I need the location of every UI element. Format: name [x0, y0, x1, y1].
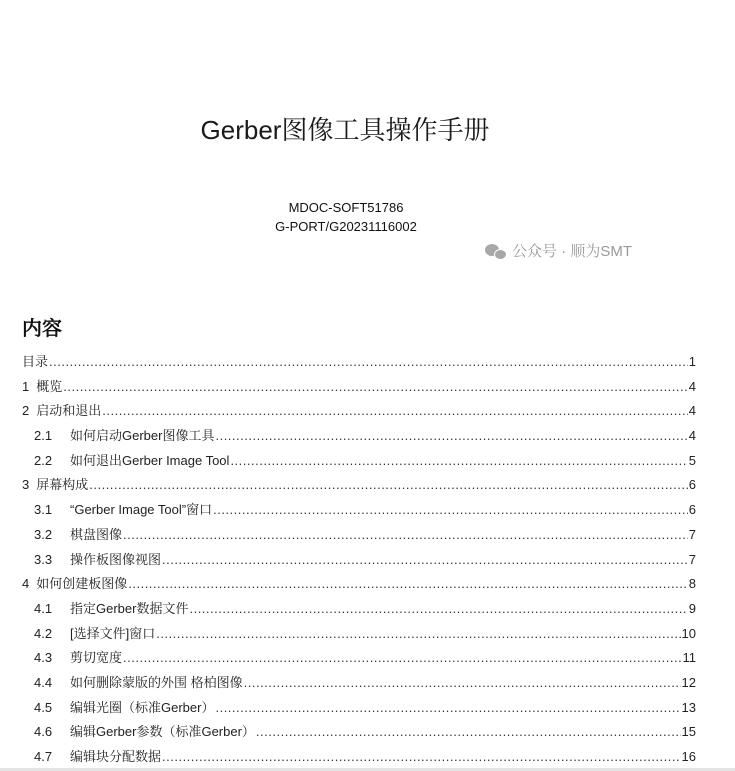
toc-entry-number: 4.5 [34, 699, 53, 715]
toc-entry[interactable] [22, 450, 696, 475]
toc-entry[interactable] [22, 425, 696, 450]
toc-entry-label: 编辑Gerber参数（标准Gerber） [70, 724, 255, 740]
toc-entry-page: 13 [681, 699, 696, 715]
toc-entry[interactable] [22, 623, 696, 648]
toc-entry-number: 1 [22, 378, 30, 394]
toc-entry-number: 4.6 [34, 724, 53, 740]
toc-entry-number: 4.3 [34, 650, 53, 666]
toc-entry-label: 概览 [36, 378, 63, 394]
toc-entry-page: 4 [688, 378, 696, 394]
toc-entry[interactable] [22, 400, 696, 425]
toc-dot-leader [230, 453, 687, 468]
toc-entry[interactable] [22, 499, 696, 524]
toc-entry[interactable] [22, 697, 696, 722]
toc-dot-leader [128, 576, 688, 591]
toc-entry-page: 6 [688, 502, 696, 518]
wechat-icon [485, 243, 507, 259]
toc-dot-leader [256, 724, 681, 739]
toc-entry[interactable] [22, 598, 696, 623]
toc-entry-label: 如何创建板图像 [36, 576, 128, 592]
toc-entry-label: 编辑光圈（标准Gerber） [70, 699, 215, 715]
toc-entry-number: 4.7 [34, 749, 53, 764]
toc-entry-page: 7 [688, 551, 696, 567]
toc-dot-leader [123, 650, 681, 665]
toc-entry[interactable] [22, 672, 696, 697]
toc-entry-page: 7 [688, 526, 696, 542]
toc-entry-number: 3.3 [34, 551, 53, 567]
toc-heading: 内容 [22, 318, 62, 340]
toc-entry-label: 如何启动Gerber图像工具 [70, 428, 215, 444]
toc-entry[interactable] [22, 474, 696, 499]
toc-entry-label: 棋盘图像 [70, 526, 123, 542]
toc-entry-label: 编辑块分配数据 [70, 749, 162, 764]
toc-dot-leader [123, 527, 688, 542]
toc-dot-leader [213, 502, 688, 517]
toc-entry-page: 16 [681, 749, 696, 764]
toc-dot-leader [215, 700, 680, 715]
toc-dot-leader [215, 428, 687, 443]
toc-entry-label: 操作板图像视图 [70, 551, 162, 567]
toc-entry-label: [选择文件]窗口 [70, 625, 156, 641]
toc-entry-page: 8 [688, 576, 696, 592]
toc-dot-leader [162, 749, 681, 764]
toc-entry-number: 4.4 [34, 674, 53, 690]
toc-entry-number: 2.1 [34, 428, 53, 444]
toc-entry-page: 6 [688, 477, 696, 493]
toc-entry-number: 4.2 [34, 625, 53, 641]
toc-entry-label: 启动和退出 [36, 403, 102, 419]
toc-entry-page: 1 [688, 354, 696, 369]
document-title: Gerber图像工具操作手册 [200, 115, 490, 145]
watermark [485, 240, 632, 261]
toc-entry-page: 10 [681, 625, 696, 641]
toc-entry-label: 目录 [22, 354, 49, 369]
toc-entry-label: “Gerber Image Tool”窗口 [70, 502, 213, 518]
toc-entry-number: 2 [22, 403, 30, 419]
watermark-text: 公众号 · 顺为SMT [512, 243, 632, 260]
toc-dot-leader [49, 354, 688, 369]
toc-entry-label: 如何删除蒙版的外围 格柏图像 [70, 674, 243, 690]
toc-dot-leader [162, 552, 688, 567]
toc-entry-number: 2.2 [34, 452, 53, 468]
toc-entry[interactable] [22, 647, 696, 672]
toc-entry[interactable] [22, 746, 696, 771]
toc-entry-label: 剪切宽度 [70, 650, 123, 666]
toc-entry-number: 4 [22, 576, 30, 592]
toc-entry-page: 5 [688, 452, 696, 468]
toc-entry[interactable] [22, 549, 696, 574]
toc-entry[interactable] [22, 376, 696, 401]
toc-entry[interactable] [22, 351, 696, 376]
toc-entry[interactable] [22, 524, 696, 549]
toc-entry-number: 3.2 [34, 526, 53, 542]
toc-entry-label: 如何退出Gerber Image Tool [70, 452, 230, 468]
toc-dot-leader [244, 675, 681, 690]
toc-dot-leader [156, 626, 680, 641]
toc-entry-page: 4 [688, 428, 696, 444]
toc-entry-page: 4 [688, 403, 696, 419]
toc-entry-page: 15 [681, 724, 696, 740]
toc-entry[interactable] [22, 721, 696, 746]
doc-code: MDOC-SOFT51786 [288, 200, 404, 215]
toc-entry[interactable] [22, 573, 696, 598]
toc-entry-number: 3.1 [34, 502, 53, 518]
toc-entry-number: 3 [22, 477, 30, 493]
toc-entry-page: 9 [688, 600, 696, 616]
toc-entry-page: 12 [681, 674, 696, 690]
table-of-contents [22, 351, 696, 771]
toc-entry-label: 屏幕构成 [36, 477, 89, 493]
toc-entry-number: 4.1 [34, 600, 53, 616]
doc-code: G-PORT/G20231116002 [275, 219, 417, 234]
toc-dot-leader [89, 477, 688, 492]
toc-entry-page: 11 [682, 650, 696, 666]
toc-dot-leader [102, 403, 688, 418]
toc-entry-label: 指定Gerber数据文件 [70, 600, 189, 616]
toc-dot-leader [63, 379, 688, 394]
toc-dot-leader [189, 601, 687, 616]
